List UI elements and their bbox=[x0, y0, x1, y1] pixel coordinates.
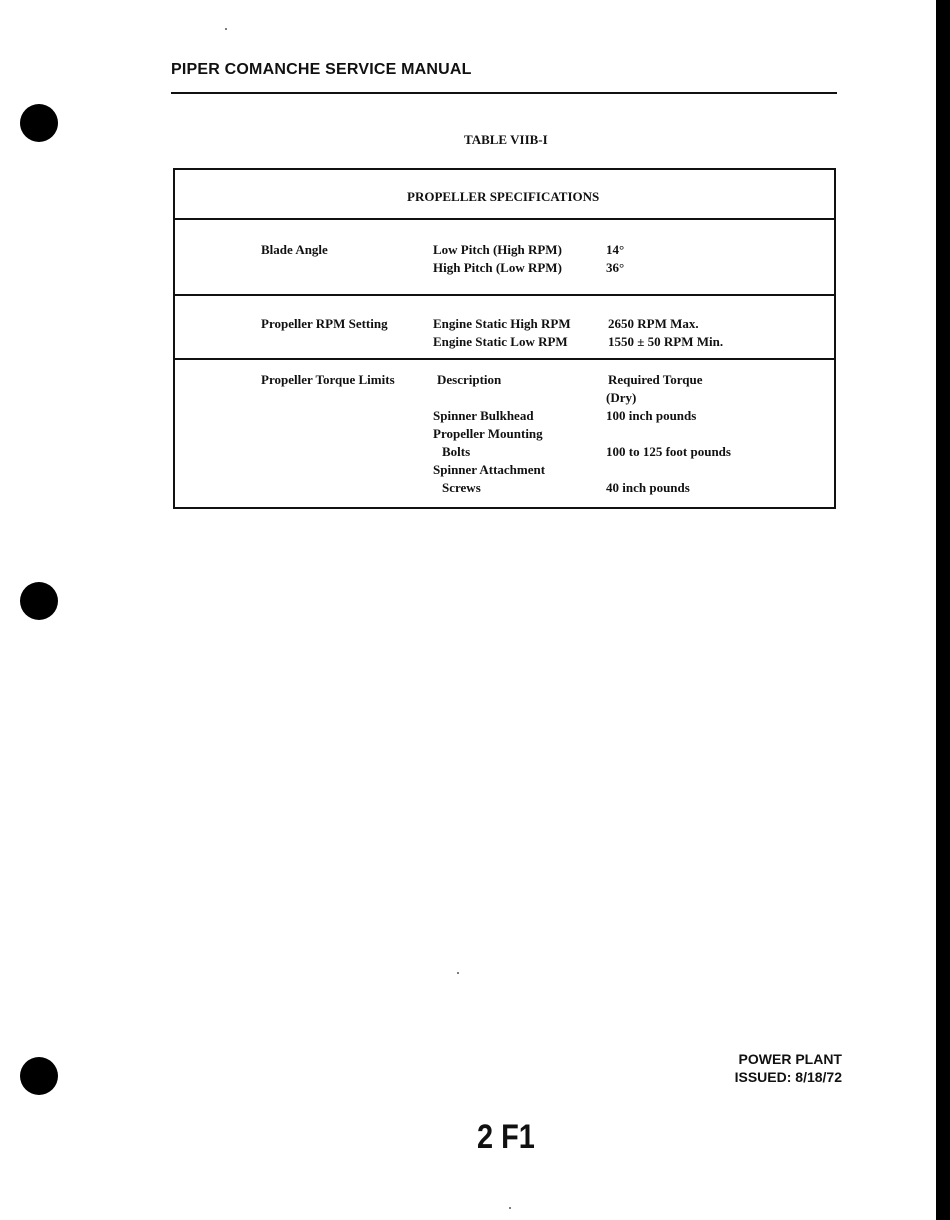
high-pitch-value: 36° bbox=[606, 260, 625, 275]
low-pitch-label: Low Pitch (High RPM) bbox=[433, 242, 562, 257]
table-heading: PROPELLER SPECIFICATIONS bbox=[407, 189, 600, 204]
manual-title: PIPER COMANCHE SERVICE MANUAL bbox=[171, 61, 472, 78]
mounting-bolts-value: 100 to 125 foot pounds bbox=[606, 444, 731, 459]
scan-edge-bar bbox=[936, 0, 950, 1220]
punch-hole-middle bbox=[20, 582, 58, 620]
attachment-screws-value: 40 inch pounds bbox=[606, 480, 690, 495]
high-pitch-label: High Pitch (Low RPM) bbox=[433, 260, 562, 275]
spinner-bulkhead-value: 100 inch pounds bbox=[606, 408, 697, 423]
rpm-setting-label: Propeller RPM Setting bbox=[261, 316, 388, 331]
attachment-screws-label-line2: Screws bbox=[442, 480, 481, 495]
attachment-screws-label-line1: Spinner Attachment bbox=[433, 462, 546, 477]
description-column-header: Description bbox=[437, 372, 502, 387]
page-number: 2 F1 bbox=[477, 1118, 535, 1156]
static-high-rpm-label: Engine Static High RPM bbox=[433, 316, 571, 331]
static-high-rpm-value: 2650 RPM Max. bbox=[608, 316, 699, 331]
row-divider bbox=[175, 294, 834, 296]
propeller-spec-table bbox=[173, 168, 836, 509]
row-divider bbox=[175, 218, 834, 220]
required-torque-column-header: Required Torque bbox=[608, 372, 703, 387]
required-torque-dry: (Dry) bbox=[606, 390, 637, 405]
scan-speck bbox=[225, 28, 227, 30]
scan-speck bbox=[509, 1207, 511, 1209]
footer-section: POWER PLANT bbox=[738, 1051, 842, 1067]
scan-speck bbox=[457, 972, 459, 974]
page-footer bbox=[735, 1050, 842, 1086]
static-low-rpm-label: Engine Static Low RPM bbox=[433, 334, 568, 349]
footer-issued-date: ISSUED: 8/18/72 bbox=[734, 1069, 842, 1085]
torque-limits-label: Propeller Torque Limits bbox=[261, 372, 395, 387]
mounting-bolts-label-line2: Bolts bbox=[442, 444, 471, 459]
table-title: TABLE VIIB-I bbox=[464, 132, 548, 147]
row-divider bbox=[175, 358, 834, 360]
header-rule bbox=[171, 92, 837, 94]
punch-hole-bottom bbox=[20, 1057, 58, 1095]
punch-hole-top bbox=[20, 104, 58, 142]
static-low-rpm-value: 1550 ± 50 RPM Min. bbox=[608, 334, 724, 349]
mounting-bolts-label-line1: Propeller Mounting bbox=[433, 426, 543, 441]
spinner-bulkhead-label: Spinner Bulkhead bbox=[433, 408, 534, 423]
low-pitch-value: 14° bbox=[606, 242, 625, 257]
blade-angle-label: Blade Angle bbox=[261, 242, 328, 257]
